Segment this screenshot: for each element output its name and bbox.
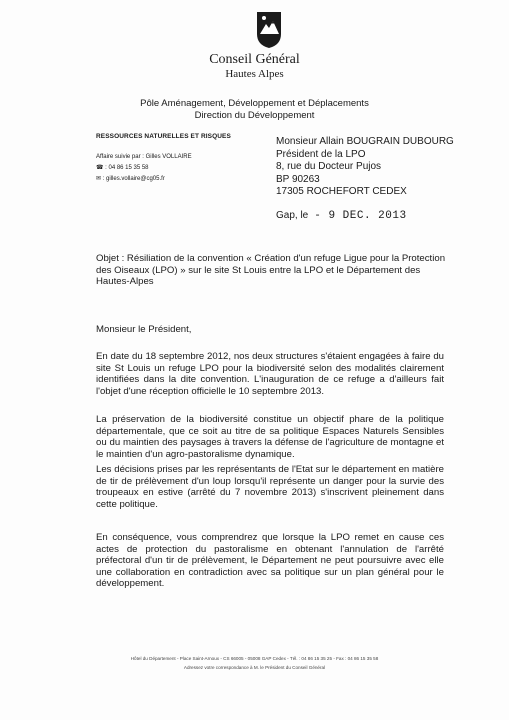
sender-phone-row (96, 164, 231, 173)
date-stamp: - 9 DEC. 2013 (314, 210, 407, 222)
subject-line: Objet : Résiliation de la convention « Création d'un refuge Ligue pour la Protection des Oiseaux (LPO) » sur le site St Louis entre la LPO et le Département des Hautes-Alpes (96, 253, 446, 288)
email-icon: ✉ : (96, 176, 107, 182)
recipient-line: Président de la LPO (276, 148, 366, 160)
recipient-line: BP 90263 (276, 173, 320, 185)
conseil-general-logo (255, 12, 283, 48)
date-line (276, 210, 407, 222)
department-heading (0, 98, 509, 122)
recipient-address (276, 136, 454, 199)
pole-line: Pôle Aménagement, Développement et Déplacements (140, 98, 369, 109)
sender-email-row (96, 175, 231, 184)
paragraph-4: En conséquence, vous comprendrez que lorsque la LPO remet en cause ces actes de protection du pastoralisme en obtenant l'annulation de l'arrêté préfectoral d'un tir de prélèvement, le Département ne peut poursuivre avec elle une collaboration en contradiction avec sa politique sur un plan général pour le développement. (96, 532, 444, 590)
sender-affaire: Affaire suivie par : Gilles VOLLAIRE (96, 154, 192, 160)
recipient-line: 8, rue du Docteur Pujos (276, 161, 382, 173)
footer-address: Hôtel du Département - Place Saint-Arnoux - CS 66005 - 05008 GAP Cedex - Tél. : 04 86 15 35 25 - Fax : 04 86 15 35 58 (130, 656, 379, 661)
recipient-line: Monsieur Allain BOUGRAIN DUBOURG (276, 136, 454, 147)
paragraph-2: La préservation de la biodiversité constitue un objectif phare de la politique départementale, que ce soit au titre de sa politique Espaces Naturels Sensibles ou du maintien des paysages à travers la défense de l'agriculture de montagne et le maintien d'un agro-pastoralisme dynamique. (96, 414, 444, 460)
recipient-line: 17305 ROCHEFORT CEDEX (276, 186, 407, 198)
org-subtitle: Hautes Alpes (225, 68, 284, 80)
sender-email: gilles.vollaire@cg05.fr (106, 176, 165, 182)
date-place: Gap, le (276, 210, 309, 221)
sender-phone: 04 86 15 35 58 (108, 165, 149, 171)
sender-block (96, 132, 231, 184)
direction-line: Direction du Développement (194, 110, 315, 121)
phone-icon: ☎ : (96, 165, 109, 171)
sender-service: RESSOURCES NATURELLES ET RISQUES (96, 133, 231, 140)
paragraph-3: Les décisions prises par les représentants de l'Etat sur le département en matière de tir de prélèvement d'un loup lorsqu'il représente un danger pour la survie des troupeaux en estive (arrêté du 7 novembre 2013) s'inscrivent pleinement dans cette politique. (96, 464, 444, 510)
salutation: Monsieur le Président, (96, 324, 192, 335)
footer-note: Adressez votre correspondance à M. le Président du Conseil Général (183, 665, 326, 670)
paragraph-1: En date du 18 septembre 2012, nos deux structures s'étaient engagées à faire du site St Louis un refuge LPO pour la biodiversité selon des modalités clairement identifiées dans la dite convention. L'inauguration de ce refuge a d'ailleurs fait l'objet d'une réception officielle le 10 septembre 2013. (96, 351, 444, 397)
org-name: Conseil Général (209, 52, 300, 67)
